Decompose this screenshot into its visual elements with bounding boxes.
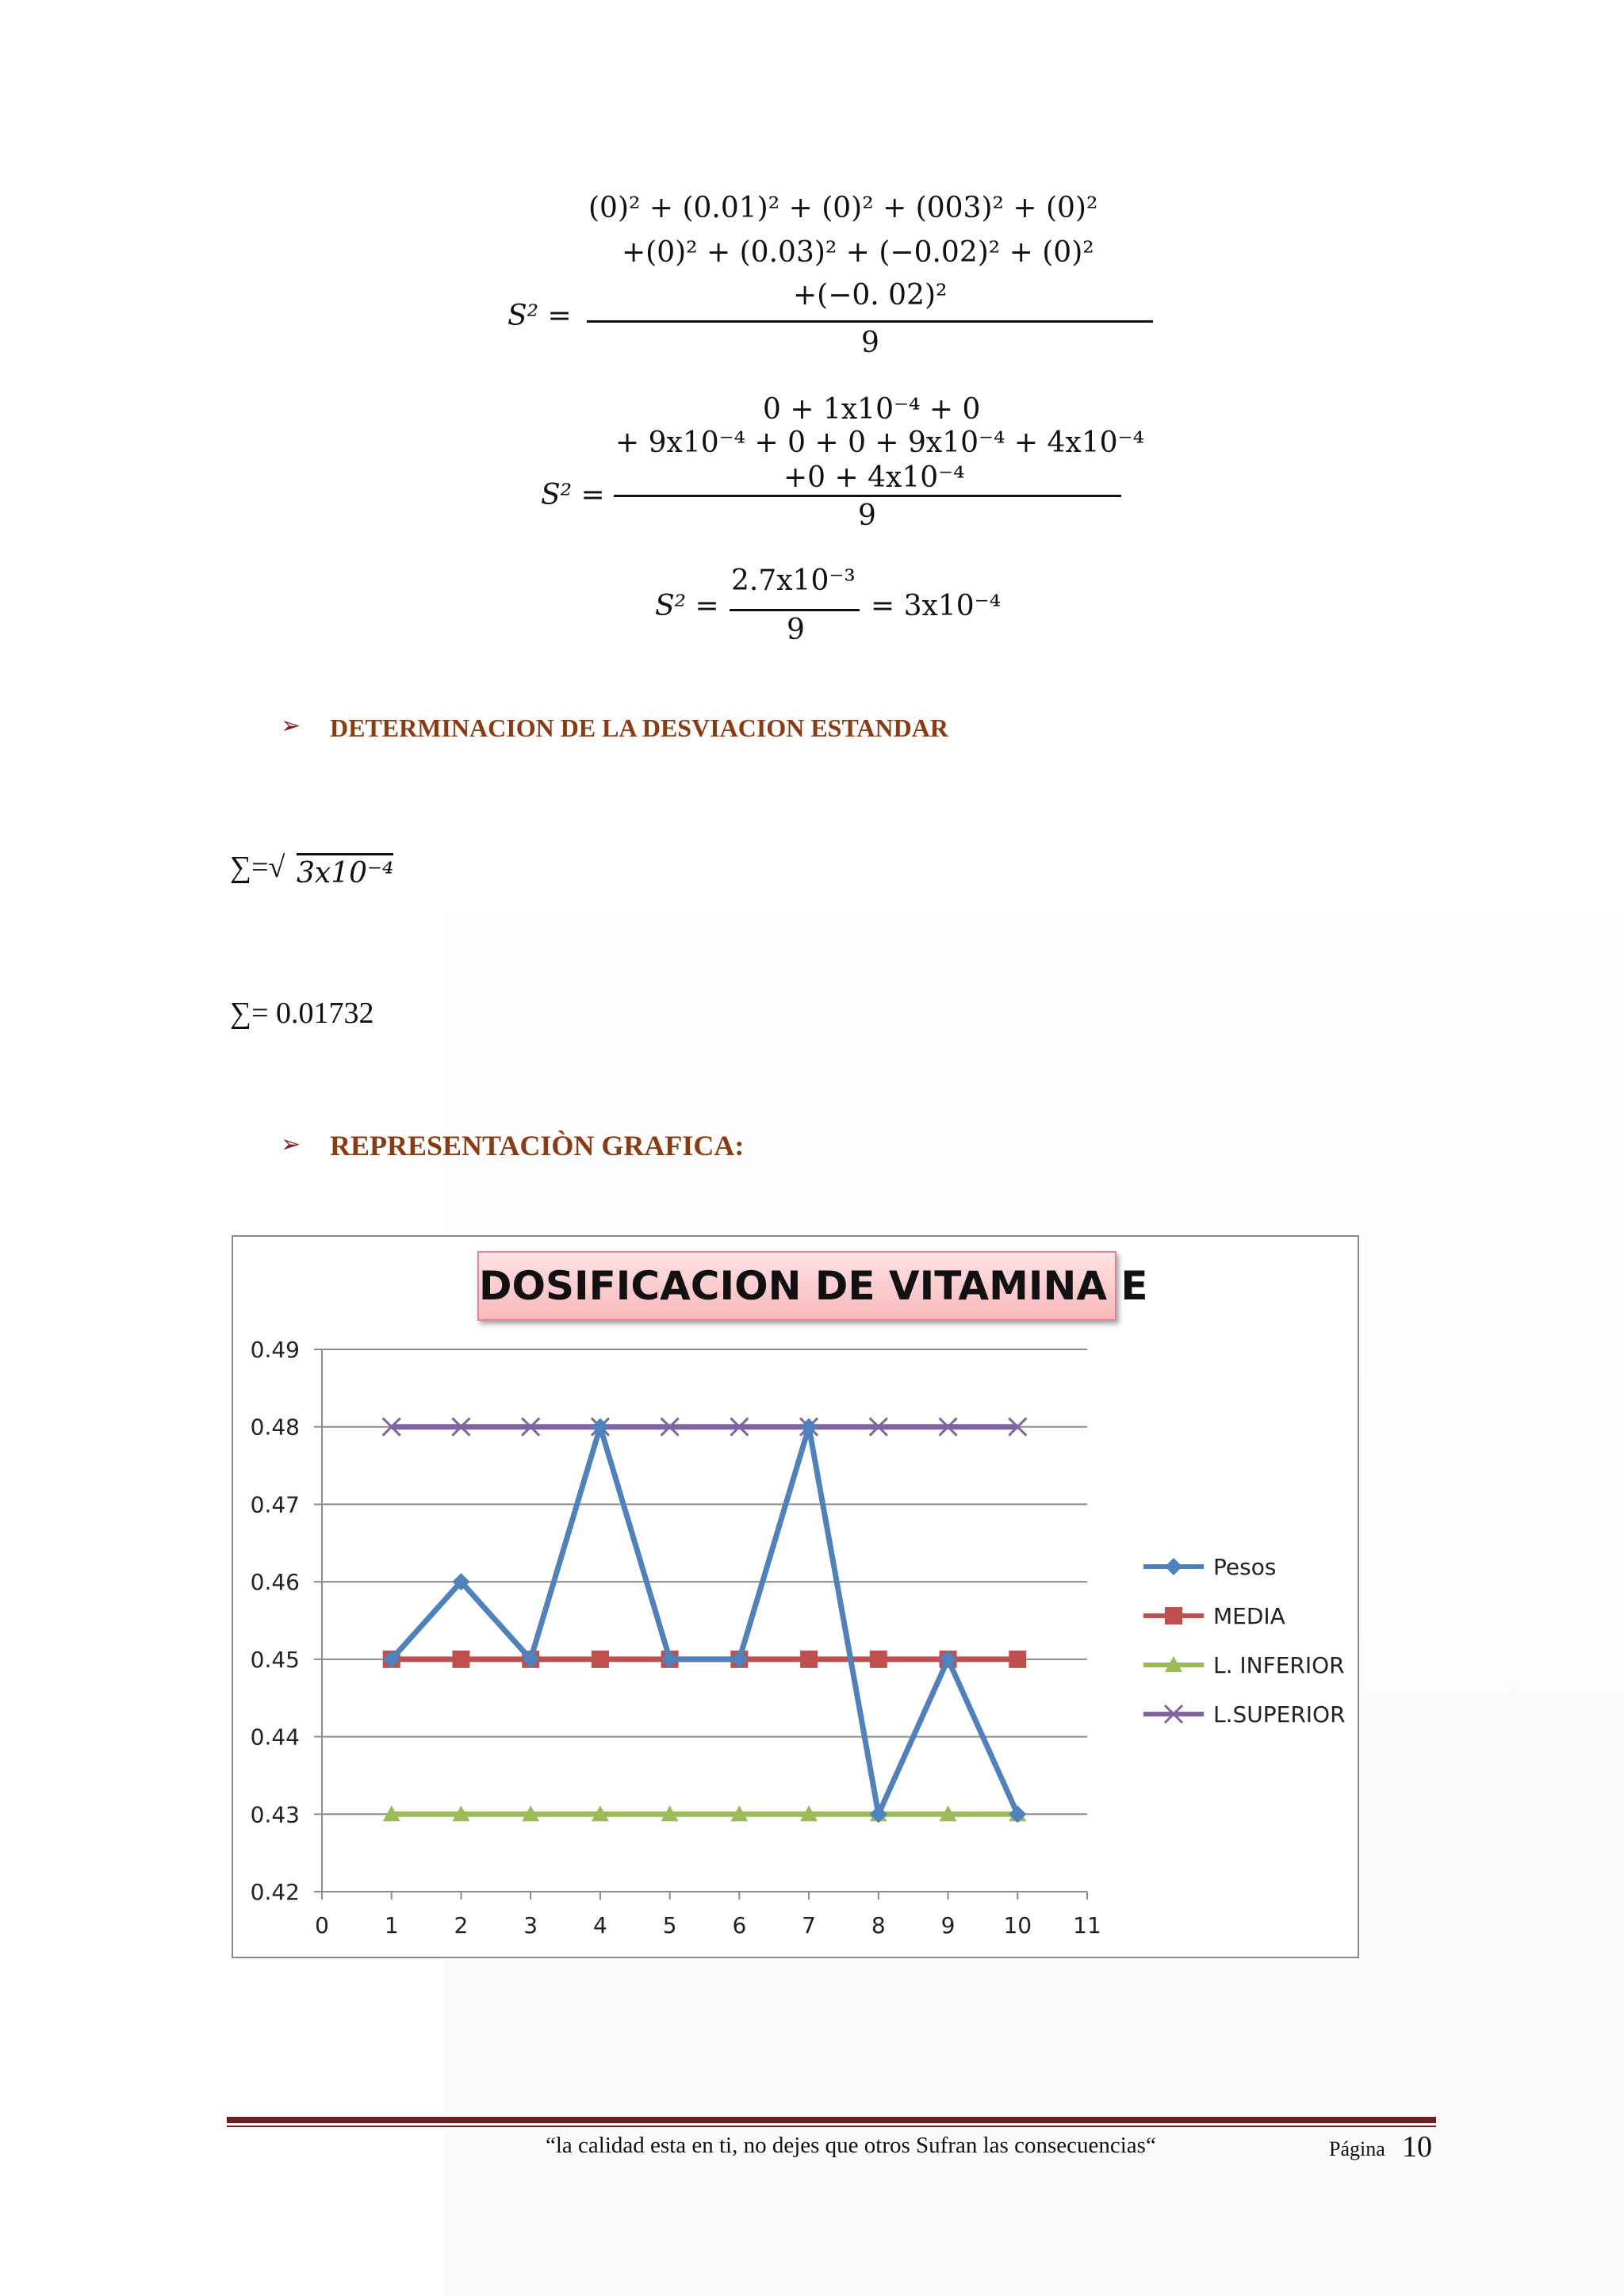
sigma-sqrt-prefix: ∑=√ [230, 851, 285, 884]
x-tick-label: 3 [523, 1912, 538, 1938]
legend-label: L. INFERIOR [1213, 1652, 1345, 1678]
x-tick-label: 4 [592, 1912, 607, 1938]
eq3-lhs: S² = [655, 590, 719, 622]
eq2-numerator-line1: 0 + 1x10⁻⁴ + 0 [763, 393, 981, 426]
eq1-lhs: S² = [508, 300, 572, 332]
legend-label: MEDIA [1213, 1603, 1285, 1629]
std-dev-heading: DETERMINACION DE LA DESVIACION ESTANDAR [330, 714, 948, 742]
footer-quote: “la calidad esta en ti, no dejes que otros Sufran las consecuencias“ [546, 2133, 1156, 2158]
footer-page-number: 10 [1402, 2130, 1432, 2164]
data-point [1009, 1651, 1026, 1668]
y-tick-label: 0.43 [250, 1801, 300, 1828]
legend-label: L.SUPERIOR [1213, 1701, 1346, 1728]
x-tick-label: 11 [1073, 1912, 1101, 1938]
chart-title: DOSIFICACION DE VITAMINA E [477, 1251, 1116, 1321]
x-tick-label: 5 [662, 1912, 677, 1938]
y-tick-label: 0.46 [250, 1569, 300, 1596]
x-tick-label: 7 [802, 1912, 817, 1938]
data-point [452, 1651, 469, 1668]
x-tick-label: 2 [454, 1912, 469, 1938]
eq2-numerator-line2: + 9x10⁻⁴ + 0 + 0 + 9x10⁻⁴ + 4x10⁻⁴ [615, 427, 1144, 459]
eq3-numerator: 2.7x10⁻³ [731, 564, 856, 597]
x-tick-label: 8 [871, 1912, 886, 1938]
data-point [800, 1651, 818, 1668]
x-tick-label: 10 [1003, 1912, 1032, 1938]
arrow-bullet-icon: ➢ [281, 1131, 301, 1158]
eq1-denominator: 9 [861, 327, 879, 359]
data-point [870, 1651, 887, 1668]
eq3-denominator: 9 [787, 614, 805, 646]
series-line-pesos [392, 1427, 1018, 1815]
eq2-denominator: 9 [858, 499, 876, 532]
y-tick-label: 0.44 [250, 1724, 300, 1751]
footer-rule-thin [227, 2126, 1436, 2127]
x-tick-label: 9 [940, 1912, 956, 1938]
eq1-numerator-line1: (0)² + (0.01)² + (0)² + (003)² + (0)² [588, 192, 1098, 224]
graph-heading: REPRESENTACIÒN GRAFICA: [330, 1130, 745, 1161]
eq2-lhs: S² = [541, 479, 605, 511]
y-tick-label: 0.47 [250, 1491, 300, 1518]
footer-page-label: Página [1329, 2137, 1385, 2160]
legend-label: Pesos [1213, 1554, 1277, 1580]
eq3-rhs: = 3x10⁻⁴ [871, 590, 1002, 622]
sigma-value: ∑= 0.01732 [230, 997, 374, 1030]
legend-marker [1165, 1607, 1182, 1624]
y-tick-label: 0.49 [250, 1337, 300, 1363]
y-tick-label: 0.42 [250, 1879, 300, 1905]
footer-rule [227, 2117, 1436, 2123]
x-tick-label: 1 [384, 1912, 399, 1938]
arrow-bullet-icon: ➢ [281, 712, 301, 740]
legend-marker [1165, 1558, 1182, 1575]
eq1-numerator-line3: +(−0. 02)² [793, 279, 948, 312]
x-tick-label: 0 [315, 1912, 329, 1938]
eq1-numerator-line2: +(0)² + (0.03)² + (−0.02)² + (0)² [622, 236, 1094, 269]
sigma-sqrt-value: 3x10⁻⁴ [297, 853, 393, 890]
y-tick-label: 0.45 [250, 1646, 300, 1673]
y-tick-label: 0.48 [250, 1414, 300, 1441]
x-tick-label: 6 [732, 1912, 747, 1938]
eq2-numerator-line3: +0 + 4x10⁻⁴ [783, 461, 965, 494]
data-point [592, 1651, 609, 1668]
